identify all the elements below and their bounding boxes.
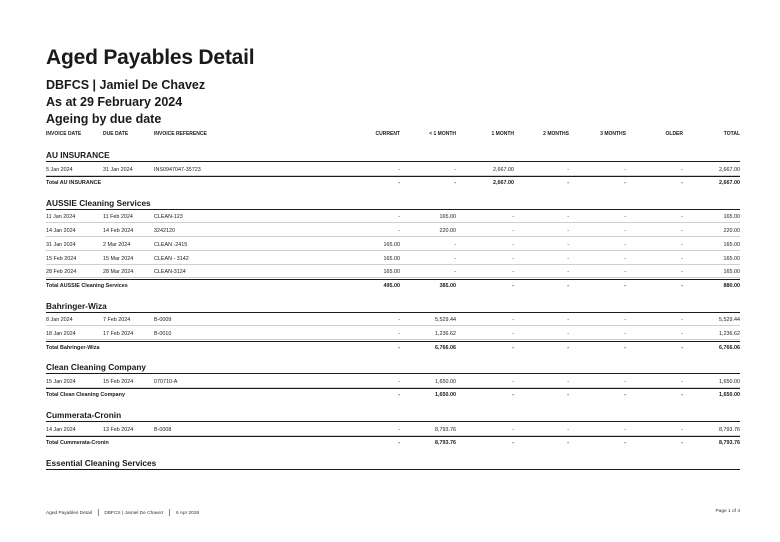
cell-total: 1,650.00 <box>719 378 740 385</box>
cell-current: 165.00 <box>383 255 400 262</box>
cell-less-1-month: 5,529.44 <box>435 317 456 324</box>
total-value: 880.00 <box>723 282 740 289</box>
cell-invoice-date: 18 Jan 2024 <box>46 330 76 337</box>
cell-invoice-reference[interactable]: CLEAN-3124 <box>154 269 186 276</box>
cell-older: - <box>681 166 683 173</box>
group-title: Essential Cleaning Services <box>46 458 740 470</box>
cell-total: 5,529.44 <box>719 317 740 324</box>
group-title: AUSSIE Cleaning Services <box>46 198 740 210</box>
cell-total: 8,793.76 <box>719 426 740 433</box>
cell-less-1-month: 220.00 <box>439 228 456 235</box>
footer-page-number: Page 1 of 4 <box>715 509 740 514</box>
total-value: 2,667.00 <box>493 180 514 187</box>
total-value: - <box>567 282 569 289</box>
cell-older: - <box>681 378 683 385</box>
cell-1-month: - <box>512 269 514 276</box>
cell-due-date: 13 Feb 2024 <box>103 426 134 433</box>
group-total-row <box>46 436 740 448</box>
page-footer <box>46 509 740 516</box>
cell-invoice-date: 11 Jan 2024 <box>46 214 76 221</box>
cell-older: - <box>681 269 683 276</box>
cell-less-1-month: 1,650.00 <box>435 378 456 385</box>
cell-2-months: - <box>567 166 569 173</box>
cell-invoice-date: 8 Jan 2024 <box>46 317 73 324</box>
total-value: - <box>681 180 683 187</box>
cell-due-date: 7 Feb 2024 <box>103 317 131 324</box>
cell-due-date: 2 Mar 2024 <box>103 241 131 248</box>
cell-1-month: 2,667.00 <box>493 166 514 173</box>
col-header-due-date: DUE DATE <box>103 131 129 137</box>
cell-2-months: - <box>567 330 569 337</box>
cell-older: - <box>681 241 683 248</box>
footer-report-name: Aged Payables Detail <box>46 510 92 516</box>
cell-1-month: - <box>512 214 514 221</box>
cell-due-date: 15 Mar 2024 <box>103 255 134 262</box>
cell-invoice-date: 15 Feb 2024 <box>46 255 77 262</box>
cell-2-months: - <box>567 317 569 324</box>
cell-2-months: - <box>567 269 569 276</box>
col-header-3-months: 3 MONTHS <box>600 131 626 137</box>
total-value: 1,650.00 <box>435 392 456 399</box>
cell-less-1-month: - <box>454 269 456 276</box>
cell-current: - <box>398 228 400 235</box>
cell-2-months: - <box>567 255 569 262</box>
as-at-date: As at 29 February 2024 <box>46 95 183 109</box>
cell-3-months: - <box>624 255 626 262</box>
cell-current: - <box>398 378 400 385</box>
total-value: - <box>398 180 400 187</box>
cell-invoice-date: 5 Jan 2024 <box>46 166 73 173</box>
cell-current: - <box>398 426 400 433</box>
cell-current: - <box>398 330 400 337</box>
cell-3-months: - <box>624 330 626 337</box>
cell-3-months: - <box>624 214 626 221</box>
cell-older: - <box>681 330 683 337</box>
cell-older: - <box>681 228 683 235</box>
col-header-current: CURRENT <box>375 131 400 137</box>
table-row[interactable] <box>46 239 740 251</box>
cell-2-months: - <box>567 228 569 235</box>
total-value: - <box>681 440 683 447</box>
col-header-less-1-month: < 1 MONTH <box>429 131 456 137</box>
total-value: - <box>681 392 683 399</box>
cell-invoice-date: 15 Jan 2024 <box>46 378 76 385</box>
cell-total: 165.00 <box>723 255 740 262</box>
total-value: - <box>681 282 683 289</box>
total-value: - <box>512 282 514 289</box>
total-value: - <box>624 180 626 187</box>
table-row[interactable] <box>46 376 740 388</box>
cell-current: - <box>398 166 400 173</box>
cell-due-date: 14 Feb 2024 <box>103 228 134 235</box>
total-value: - <box>454 180 456 187</box>
total-value: - <box>398 440 400 447</box>
group-total-row <box>46 388 740 400</box>
total-value: 8,793.76 <box>719 440 740 447</box>
table-row[interactable] <box>46 328 740 340</box>
total-value: - <box>512 344 514 351</box>
group-total-row <box>46 341 740 353</box>
cell-1-month: - <box>512 330 514 337</box>
total-label: Total AUSSIE Cleaning Services <box>46 282 128 289</box>
total-value: 6,766.06 <box>435 344 456 351</box>
total-value: - <box>624 392 626 399</box>
cell-older: - <box>681 255 683 262</box>
total-value: - <box>567 392 569 399</box>
cell-2-months: - <box>567 426 569 433</box>
group-total-row <box>46 279 740 291</box>
cell-invoice-reference[interactable]: CLEAN - 3142 <box>154 255 189 262</box>
cell-current: 165.00 <box>383 241 400 248</box>
total-value: - <box>624 440 626 447</box>
cell-3-months: - <box>624 317 626 324</box>
cell-invoice-reference[interactable]: B-0009 <box>154 317 172 324</box>
cell-less-1-month: - <box>454 166 456 173</box>
total-label: Total AU INSURANCE <box>46 180 102 187</box>
cell-older: - <box>681 214 683 221</box>
cell-invoice-date: 14 Jan 2024 <box>46 426 76 433</box>
table-row[interactable] <box>46 225 740 237</box>
cell-total: 2,667.00 <box>719 166 740 173</box>
total-value: - <box>681 344 683 351</box>
cell-3-months: - <box>624 378 626 385</box>
total-value: 495.00 <box>383 282 400 289</box>
total-value: 385.00 <box>439 282 456 289</box>
cell-due-date: 11 Feb 2024 <box>103 214 133 221</box>
cell-invoice-reference[interactable]: B-0010 <box>154 330 172 337</box>
footer-date: 6 Apr 2026 <box>175 510 200 516</box>
cell-invoice-reference[interactable]: CLEAN-123 <box>154 214 183 221</box>
total-value: - <box>567 180 569 187</box>
cell-current: - <box>398 214 400 221</box>
cell-less-1-month: 1,236.62 <box>435 330 456 337</box>
total-value: 8,793.76 <box>435 440 456 447</box>
cell-1-month: - <box>512 426 514 433</box>
table-row[interactable] <box>46 164 740 176</box>
cell-invoice-date: 31 Jan 2024 <box>46 241 76 248</box>
table-row[interactable] <box>46 314 740 326</box>
cell-3-months: - <box>624 241 626 248</box>
cell-3-months: - <box>624 166 626 173</box>
total-value: - <box>567 344 569 351</box>
cell-1-month: - <box>512 241 514 248</box>
cell-older: - <box>681 426 683 433</box>
cell-invoice-reference[interactable]: 3242120 <box>154 228 175 235</box>
group-title: Bahringer-Wiza <box>46 301 740 313</box>
total-label: Total Bahringer-Wiza <box>46 344 100 351</box>
total-label: Total Clean Cleaning Company <box>46 392 125 399</box>
cell-3-months: - <box>624 426 626 433</box>
ageing-basis: Ageing by due date <box>46 112 162 126</box>
cell-1-month: - <box>512 378 514 385</box>
cell-current: - <box>398 317 400 324</box>
cell-current: 165.00 <box>383 269 400 276</box>
group-title: Cummerata-Cronin <box>46 410 740 422</box>
cell-invoice-reference[interactable]: INS0947047-35723 <box>154 166 201 173</box>
cell-3-months: - <box>624 269 626 276</box>
col-header-invoice-reference: INVOICE REFERENCE <box>154 131 207 137</box>
cell-2-months: - <box>567 214 569 221</box>
cell-1-month: - <box>512 228 514 235</box>
total-label: Total Cummerata-Cronin <box>46 440 109 447</box>
cell-2-months: - <box>567 241 569 248</box>
total-value: - <box>567 440 569 447</box>
group-total-row <box>46 176 740 188</box>
cell-total: 1,236.62 <box>719 330 740 337</box>
cell-due-date: 15 Feb 2024 <box>103 378 134 385</box>
total-value: - <box>398 392 400 399</box>
total-value: - <box>398 344 400 351</box>
cell-due-date: 31 Jan 2024 <box>103 166 133 173</box>
col-header-1-month: 1 MONTH <box>491 131 514 137</box>
table-row[interactable] <box>46 253 740 265</box>
cell-2-months: - <box>567 378 569 385</box>
cell-less-1-month: - <box>454 255 456 262</box>
footer-org: DBFCS | Jamiel De Chavez <box>104 510 164 516</box>
cell-older: - <box>681 317 683 324</box>
total-value: 6,766.06 <box>719 344 740 351</box>
col-header-total: TOTAL <box>723 131 740 137</box>
group-title: AU INSURANCE <box>46 150 740 162</box>
cell-total: 165.00 <box>723 214 740 221</box>
total-value: - <box>624 344 626 351</box>
table-header <box>46 131 740 141</box>
total-value: - <box>512 392 514 399</box>
cell-less-1-month: 8,793.76 <box>435 426 456 433</box>
total-value: 1,650.00 <box>719 392 740 399</box>
group-title: Clean Cleaning Company <box>46 362 740 374</box>
cell-total: 220.00 <box>723 228 740 235</box>
cell-invoice-date: 14 Jan 2024 <box>46 228 76 235</box>
table-row[interactable] <box>46 266 740 278</box>
table-row[interactable] <box>46 424 740 436</box>
organisation-name: DBFCS | Jamiel De Chavez <box>46 78 206 92</box>
table-row[interactable] <box>46 211 740 223</box>
col-header-older: OLDER <box>665 131 683 137</box>
cell-total: 165.00 <box>723 241 740 248</box>
cell-total: 165.00 <box>723 269 740 276</box>
col-header-invoice-date: INVOICE DATE <box>46 131 82 137</box>
cell-1-month: - <box>512 317 514 324</box>
cell-invoice-reference[interactable]: CLEAN -2415 <box>154 241 188 248</box>
cell-invoice-reference[interactable]: B-0008 <box>154 426 172 433</box>
cell-less-1-month: - <box>454 241 456 248</box>
cell-1-month: - <box>512 255 514 262</box>
report-title: Aged Payables Detail <box>46 46 255 69</box>
col-header-2-months: 2 MONTHS <box>543 131 569 137</box>
cell-due-date: 28 Mar 2024 <box>103 269 134 276</box>
cell-invoice-date: 28 Feb 2024 <box>46 269 77 276</box>
total-value: 2,667.00 <box>719 180 740 187</box>
total-value: - <box>512 440 514 447</box>
cell-less-1-month: 165.00 <box>439 214 456 221</box>
total-value: - <box>624 282 626 289</box>
cell-invoice-reference[interactable]: 070710-A <box>154 378 178 385</box>
cell-due-date: 17 Feb 2024 <box>103 330 134 337</box>
cell-3-months: - <box>624 228 626 235</box>
